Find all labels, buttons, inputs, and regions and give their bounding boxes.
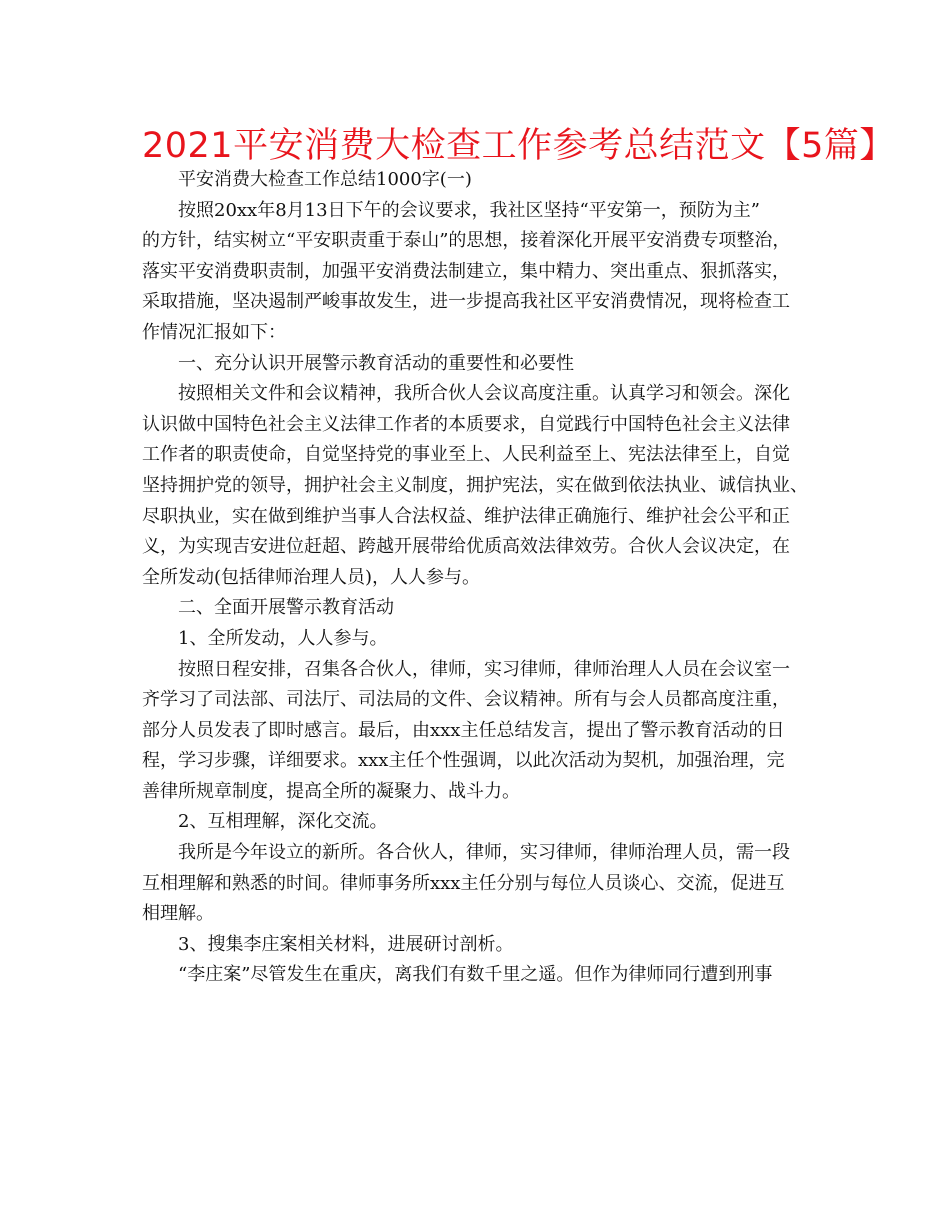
body-line: 部分人员发表了即时感言。最后，由xxx主任总结发言，提出了警示教育活动的日 bbox=[142, 719, 785, 741]
body-line: 平安消费大检查工作总结1000字(一) bbox=[178, 169, 472, 190]
body-line: 一、充分认识开展警示教育活动的重要性和必要性 bbox=[178, 352, 574, 374]
body-line: 按照相关文件和会议精神，我所合伙人会议高度注重。认真学习和领会。深化 bbox=[178, 383, 790, 405]
body-line: 义，为实现吉安进位赶超、跨越开展带给优质高效法律效劳。合伙人会议决定，在 bbox=[142, 536, 790, 558]
body-line: 的方针，结实树立“平安职责重于泰山”的思想，接着深化开展平安消费专项整治， bbox=[142, 230, 791, 252]
body-line: 作情况汇报如下： bbox=[142, 321, 286, 343]
body-line: 1、全所发动，人人参与。 bbox=[178, 627, 388, 649]
body-line: 坚持拥护党的领导，拥护社会主义制度，拥护宪法，实在做到依法执业、诚信执业、 bbox=[142, 474, 808, 496]
body-line: 2、互相理解，深化交流。 bbox=[178, 811, 388, 833]
body-line: 齐学习了司法部、司法厅、司法局的文件、会议精神。所有与会人员都高度注重， bbox=[142, 689, 790, 711]
body-line: 尽职执业，实在做到维护当事人合法权益、维护法律正确施行、维护社会公平和正 bbox=[142, 505, 790, 527]
document-title: 2021平安消费大检查工作参考总结范文【5篇】 bbox=[142, 126, 895, 166]
body-line: 认识做中国特色社会主义法律工作者的本质要求，自觉践行中国特色社会主义法律 bbox=[142, 413, 790, 435]
body-line: 全所发动(包括律师治理人员)，人人参与。 bbox=[142, 566, 481, 588]
body-line: 按照20xx年8月13日下午的会议要求，我社区坚持“平安第一，预防为主” bbox=[178, 199, 760, 221]
body-line: 3、搜集李庄案相关材料，进展研讨剖析。 bbox=[178, 933, 514, 955]
body-line: “李庄案”尽管发生在重庆，离我们有数千里之遥。但作为律师同行遭到刑事 bbox=[178, 964, 773, 986]
body-line: 按照日程安排，召集各合伙人，律师，实习律师，律师治理人人员在会议室一 bbox=[178, 658, 790, 680]
document-body bbox=[142, 165, 822, 991]
body-line: 我所是今年设立的新所。各合伙人，律师，实习律师，律师治理人员，需一段 bbox=[178, 842, 790, 864]
body-line: 程，学习步骤，详细要求。xxx主任个性强调，以此次活动为契机，加强治理，完 bbox=[142, 750, 785, 772]
body-line: 互相理解和熟悉的时间。律师事务所xxx主任分别与每位人员谈心、交流，促进互 bbox=[142, 872, 785, 894]
body-line: 善律所规章制度，提高全所的凝聚力、战斗力。 bbox=[142, 780, 520, 802]
body-line: 二、全面开展警示教育活动 bbox=[178, 597, 394, 619]
body-line: 采取措施，坚决遏制严峻事故发生，进一步提高我社区平安消费情况，现将检查工 bbox=[142, 291, 790, 313]
body-line: 落实平安消费职责制，加强平安消费法制建立，集中精力、突出重点、狠抓落实， bbox=[142, 260, 790, 282]
body-line: 相理解。 bbox=[142, 903, 214, 925]
body-line: 工作者的职责使命，自觉坚持党的事业至上、人民利益至上、宪法法律至上，自觉 bbox=[142, 444, 790, 466]
